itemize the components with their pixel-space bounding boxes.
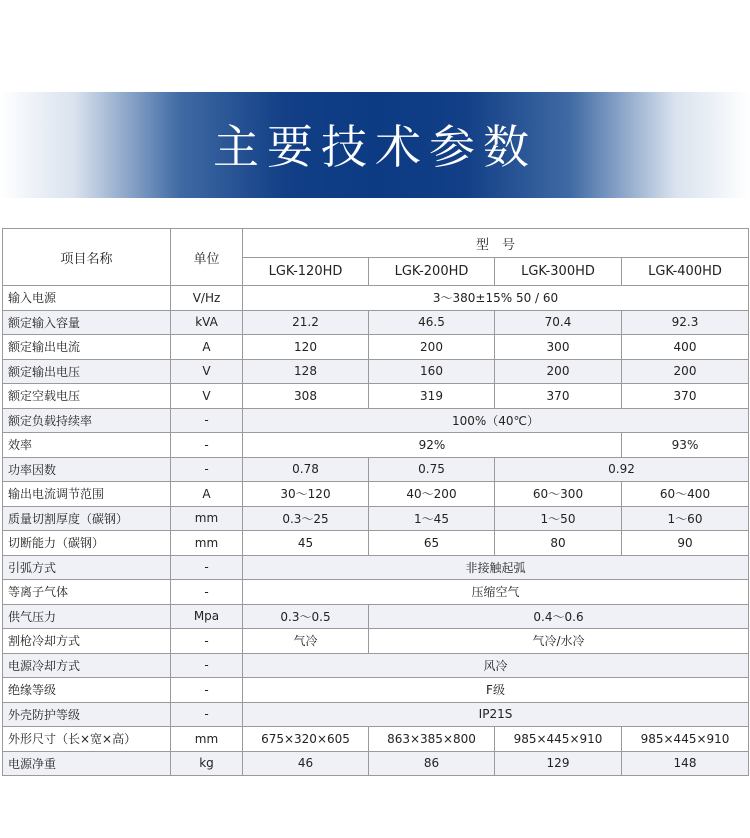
row-unit: A — [171, 482, 243, 507]
table-cell: 129 — [495, 751, 622, 776]
table-cell: 30～120 — [243, 482, 369, 507]
table-cell: 46 — [243, 751, 369, 776]
table-row — [3, 531, 749, 556]
table-cell: 60～400 — [622, 482, 749, 507]
table-cell: 0.3～25 — [243, 506, 369, 531]
row-unit: - — [171, 580, 243, 605]
table-cell: 985×445×910 — [622, 727, 749, 752]
table-cell: 压缩空气 — [243, 580, 749, 605]
table-row — [3, 555, 749, 580]
table-cell: 3～380±15% 50 / 60 — [243, 286, 749, 311]
row-label: 效率 — [3, 433, 171, 458]
table-cell: 0.3～0.5 — [243, 604, 369, 629]
table-cell: 65 — [369, 531, 495, 556]
row-label: 电源冷却方式 — [3, 653, 171, 678]
table-cell: 90 — [622, 531, 749, 556]
row-label: 切断能力（碳钢） — [3, 531, 171, 556]
row-label: 质量切割厚度（碳钢） — [3, 506, 171, 531]
table-row — [3, 751, 749, 776]
table-row — [3, 727, 749, 752]
table-cell: 100%（40℃） — [243, 408, 749, 433]
header-item-name: 项目名称 — [3, 229, 171, 286]
row-label: 输出电流调节范围 — [3, 482, 171, 507]
spec-table — [2, 228, 749, 776]
row-unit: - — [171, 457, 243, 482]
row-unit: V — [171, 384, 243, 409]
table-row — [3, 506, 749, 531]
table-cell: 160 — [369, 359, 495, 384]
table-cell: 92.3 — [622, 310, 749, 335]
table-row — [3, 408, 749, 433]
row-unit: mm — [171, 506, 243, 531]
table-cell: 0.4～0.6 — [369, 604, 749, 629]
row-label: 输入电源 — [3, 286, 171, 311]
table-row — [3, 335, 749, 360]
table-cell: 92% — [243, 433, 622, 458]
table-cell: 128 — [243, 359, 369, 384]
row-unit: mm — [171, 727, 243, 752]
table-cell: 80 — [495, 531, 622, 556]
row-unit: kVA — [171, 310, 243, 335]
header-model-1: LGK-120HD — [243, 258, 369, 286]
table-cell: 675×320×605 — [243, 727, 369, 752]
table-cell: 1～45 — [369, 506, 495, 531]
table-row — [3, 580, 749, 605]
title-banner — [0, 92, 750, 198]
table-cell: 气冷/水冷 — [369, 629, 749, 654]
row-unit: Mpa — [171, 604, 243, 629]
table-cell: 308 — [243, 384, 369, 409]
row-label: 电源净重 — [3, 751, 171, 776]
table-cell: 气冷 — [243, 629, 369, 654]
table-row — [3, 359, 749, 384]
header-model-2: LGK-200HD — [369, 258, 495, 286]
table-cell: 70.4 — [495, 310, 622, 335]
row-label: 外形尺寸（长×宽×高） — [3, 727, 171, 752]
table-cell: 86 — [369, 751, 495, 776]
table-cell: 863×385×800 — [369, 727, 495, 752]
header-model — [243, 229, 749, 258]
table-cell: 风冷 — [243, 653, 749, 678]
row-unit: V/Hz — [171, 286, 243, 311]
header-model-4: LGK-400HD — [622, 258, 749, 286]
table-cell: 0.75 — [369, 457, 495, 482]
row-unit: mm — [171, 531, 243, 556]
header-model-label: 型 号 — [476, 237, 516, 253]
row-label: 供气压力 — [3, 604, 171, 629]
table-cell: 370 — [495, 384, 622, 409]
table-cell: 200 — [495, 359, 622, 384]
row-unit: V — [171, 359, 243, 384]
table-cell: 45 — [243, 531, 369, 556]
table-cell: 148 — [622, 751, 749, 776]
table-row — [3, 482, 749, 507]
table-cell: 319 — [369, 384, 495, 409]
table-cell: 93% — [622, 433, 749, 458]
row-label: 额定负载持续率 — [3, 408, 171, 433]
row-label: 割枪冷却方式 — [3, 629, 171, 654]
table-cell: 200 — [369, 335, 495, 360]
row-label: 外壳防护等级 — [3, 702, 171, 727]
table-cell: 60～300 — [495, 482, 622, 507]
row-unit: - — [171, 408, 243, 433]
table-row — [3, 286, 749, 311]
header-model-3: LGK-300HD — [495, 258, 622, 286]
table-cell: 非接触起弧 — [243, 555, 749, 580]
table-cell: 1～50 — [495, 506, 622, 531]
table-cell: IP21S — [243, 702, 749, 727]
row-unit: - — [171, 653, 243, 678]
table-row — [3, 702, 749, 727]
table-row — [3, 604, 749, 629]
table-row — [3, 384, 749, 409]
table-cell: 300 — [495, 335, 622, 360]
table-cell: 200 — [622, 359, 749, 384]
table-cell: 0.78 — [243, 457, 369, 482]
table-cell: 46.5 — [369, 310, 495, 335]
row-label: 功率因数 — [3, 457, 171, 482]
row-label: 引弧方式 — [3, 555, 171, 580]
table-row — [3, 678, 749, 703]
table-cell: 120 — [243, 335, 369, 360]
row-unit: kg — [171, 751, 243, 776]
table-cell: 985×445×910 — [495, 727, 622, 752]
table-cell: 0.92 — [495, 457, 749, 482]
row-label: 额定输出电流 — [3, 335, 171, 360]
table-cell: 370 — [622, 384, 749, 409]
row-label: 额定输出电压 — [3, 359, 171, 384]
table-row — [3, 433, 749, 458]
table-cell: 400 — [622, 335, 749, 360]
table-cell: 21.2 — [243, 310, 369, 335]
row-label: 额定空载电压 — [3, 384, 171, 409]
table-row — [3, 629, 749, 654]
header-unit: 单位 — [171, 229, 243, 286]
row-unit: - — [171, 555, 243, 580]
row-label: 额定输入容量 — [3, 310, 171, 335]
row-unit: A — [171, 335, 243, 360]
row-label: 绝缘等级 — [3, 678, 171, 703]
row-unit: - — [171, 433, 243, 458]
table-cell: 1～60 — [622, 506, 749, 531]
table-row — [3, 653, 749, 678]
table-cell: F级 — [243, 678, 749, 703]
row-unit: - — [171, 678, 243, 703]
table-cell: 40～200 — [369, 482, 495, 507]
row-unit: - — [171, 629, 243, 654]
page-title: 主要技术参数 — [213, 120, 537, 174]
table-row — [3, 310, 749, 335]
table-row — [3, 457, 749, 482]
row-unit: - — [171, 702, 243, 727]
row-label: 等离子气体 — [3, 580, 171, 605]
